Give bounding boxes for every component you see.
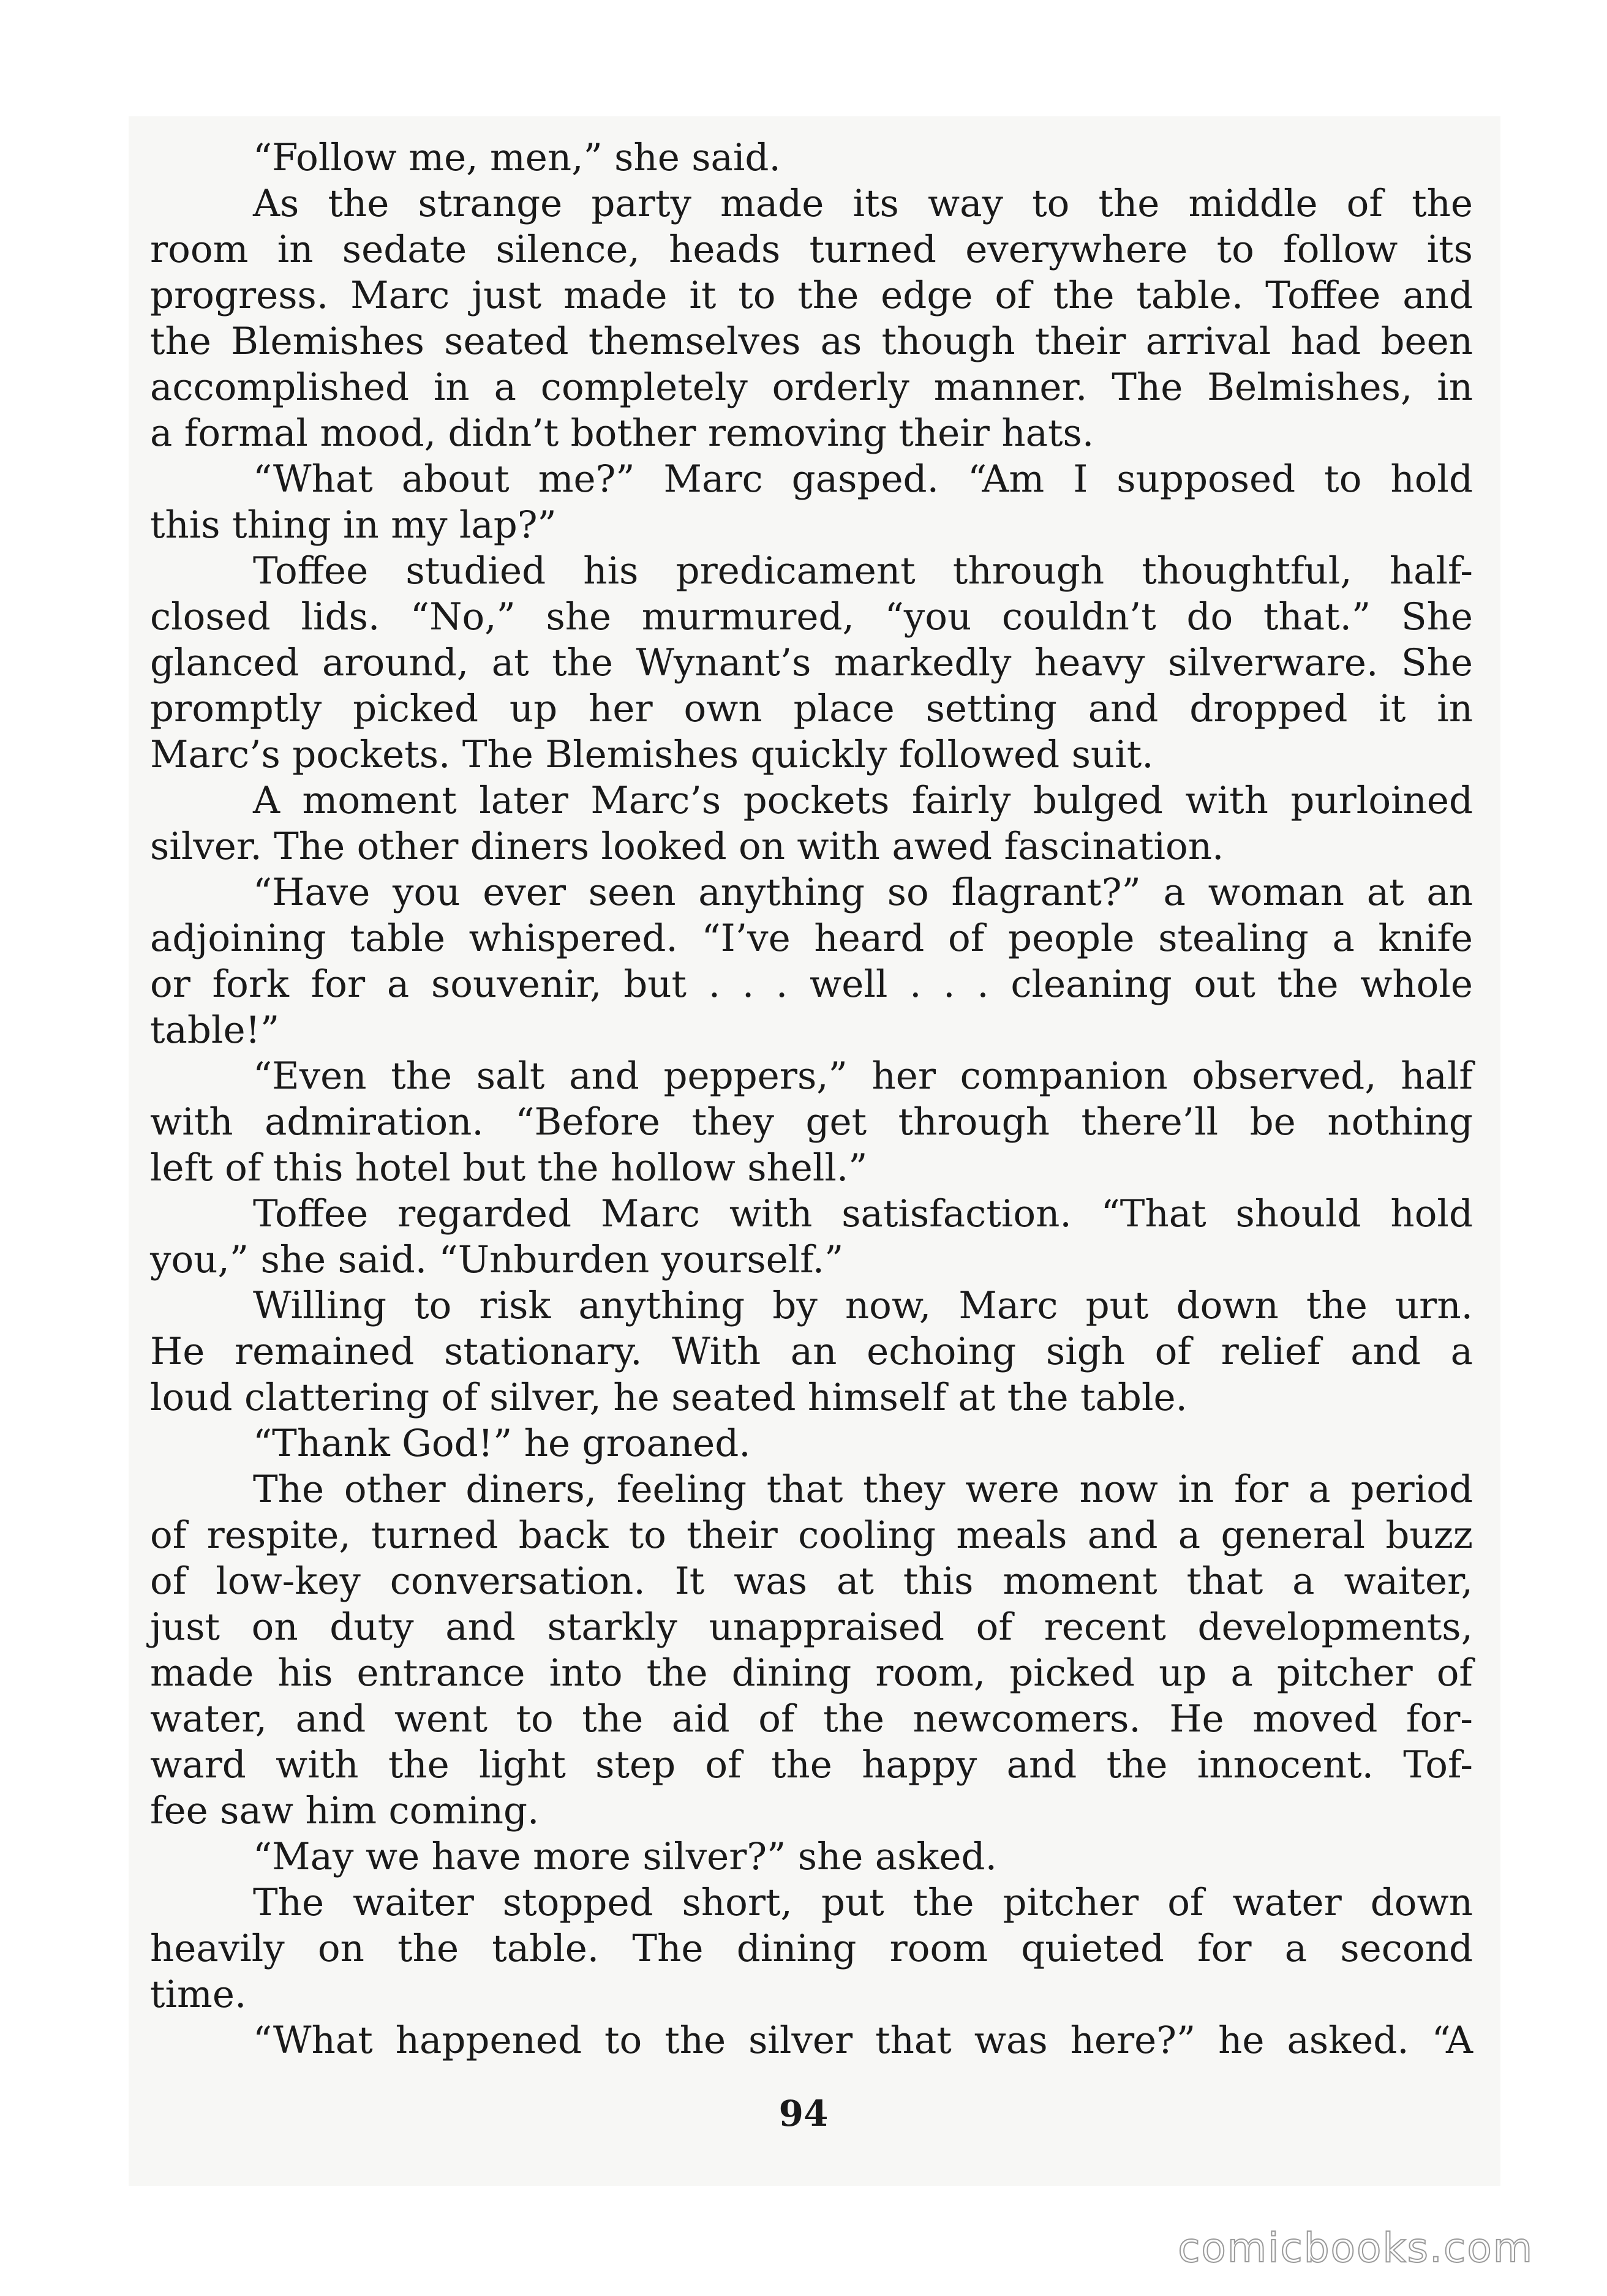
text-line: progress. Marc just made it to the edge of the table. Toffee and [150,274,1473,317]
text-line: time. [150,1973,247,2016]
text-line: “Thank God!” he groaned. [253,1422,751,1465]
text-line: with admiration. “Before they get through there’ll be nothing [150,1100,1473,1144]
text-line: of low-key conversation. It was at this moment that a waiter, [150,1559,1473,1603]
text-line: accomplished in a completely orderly manner. The Belmishes, in [150,366,1473,409]
text-line: A moment later Marc’s pockets fairly bulged with purloined [253,779,1473,822]
text-line: adjoining table whispered. “I’ve heard of people stealing a knife [150,917,1473,960]
text-line: As the strange party made its way to the middle of the [253,182,1473,225]
text-line: Marc’s pockets. The Blemishes quickly followed suit. [150,733,1154,776]
text-line: table!” [150,1008,280,1052]
text-line: or fork for a souvenir, but . . . well . . . cleaning out the whole [150,962,1473,1006]
text-line: closed lids. “No,” she murmured, “you couldn’t do that.” She [150,595,1473,639]
page-number: 94 [778,2093,829,2134]
text-line: Willing to risk anything by now, Marc put down the urn. [253,1284,1473,1327]
text-line: left of this hotel but the hollow shell.” [150,1146,868,1190]
text-line: of respite, turned back to their cooling meals and a general buzz [150,1514,1473,1557]
text-line: glanced around, at the Wynant’s markedly heavy silverware. She [150,641,1473,685]
text-line: silver. The other diners looked on with awed fascination. [150,825,1224,868]
text-line: you,” she said. “Unburden yourself.” [150,1238,844,1281]
text-line: “May we have more silver?” she asked. [253,1835,997,1878]
body-text [150,135,1473,2063]
text-line: a formal mood, didn’t bother removing their hats. [150,411,1094,455]
text-line: “What happened to the silver that was here?” he asked. “A [253,2019,1473,2062]
text-line: “Have you ever seen anything so flagrant?” a woman at an [253,871,1473,914]
text-line: He remained stationary. With an echoing sigh of relief and a [150,1330,1473,1373]
text-line: The waiter stopped short, put the pitcher of water down [253,1881,1473,1924]
text-line: heavily on the table. The dining room quieted for a second [150,1927,1473,1970]
text-line: Toffee regarded Marc with satisfaction. “That should hold [253,1192,1473,1236]
text-line: fee saw him coming. [150,1789,540,1833]
text-line: promptly picked up her own place setting and dropped it in [150,687,1473,730]
text-line: the Blemishes seated themselves as though their arrival had been [150,320,1473,363]
text-line: “What about me?” Marc gasped. “Am I supposed to hold [253,457,1473,501]
text-line: “Even the salt and peppers,” her companion observed, half [253,1054,1473,1098]
text-line: just on duty and starkly unappraised of recent developments, [150,1605,1473,1649]
watermark: comicbooks.com [1178,2224,1534,2272]
text-line: ward with the light step of the happy and the innocent. Tof- [150,1743,1473,1787]
text-line: this thing in my lap?” [150,503,557,547]
text-line: “Follow me, men,” she said. [253,136,781,179]
text-line: The other diners, feeling that they were now in for a period [253,1468,1473,1511]
text-line: room in sedate silence, heads turned everywhere to follow its [150,228,1473,271]
text-line: loud clattering of silver, he seated himself at the table. [150,1376,1187,1419]
text-line: Toffee studied his predicament through thoughtful, half- [253,549,1473,593]
text-line: made his entrance into the dining room, picked up a pitcher of [150,1651,1473,1695]
text-line: water, and went to the aid of the newcomers. He moved for- [150,1697,1473,1741]
